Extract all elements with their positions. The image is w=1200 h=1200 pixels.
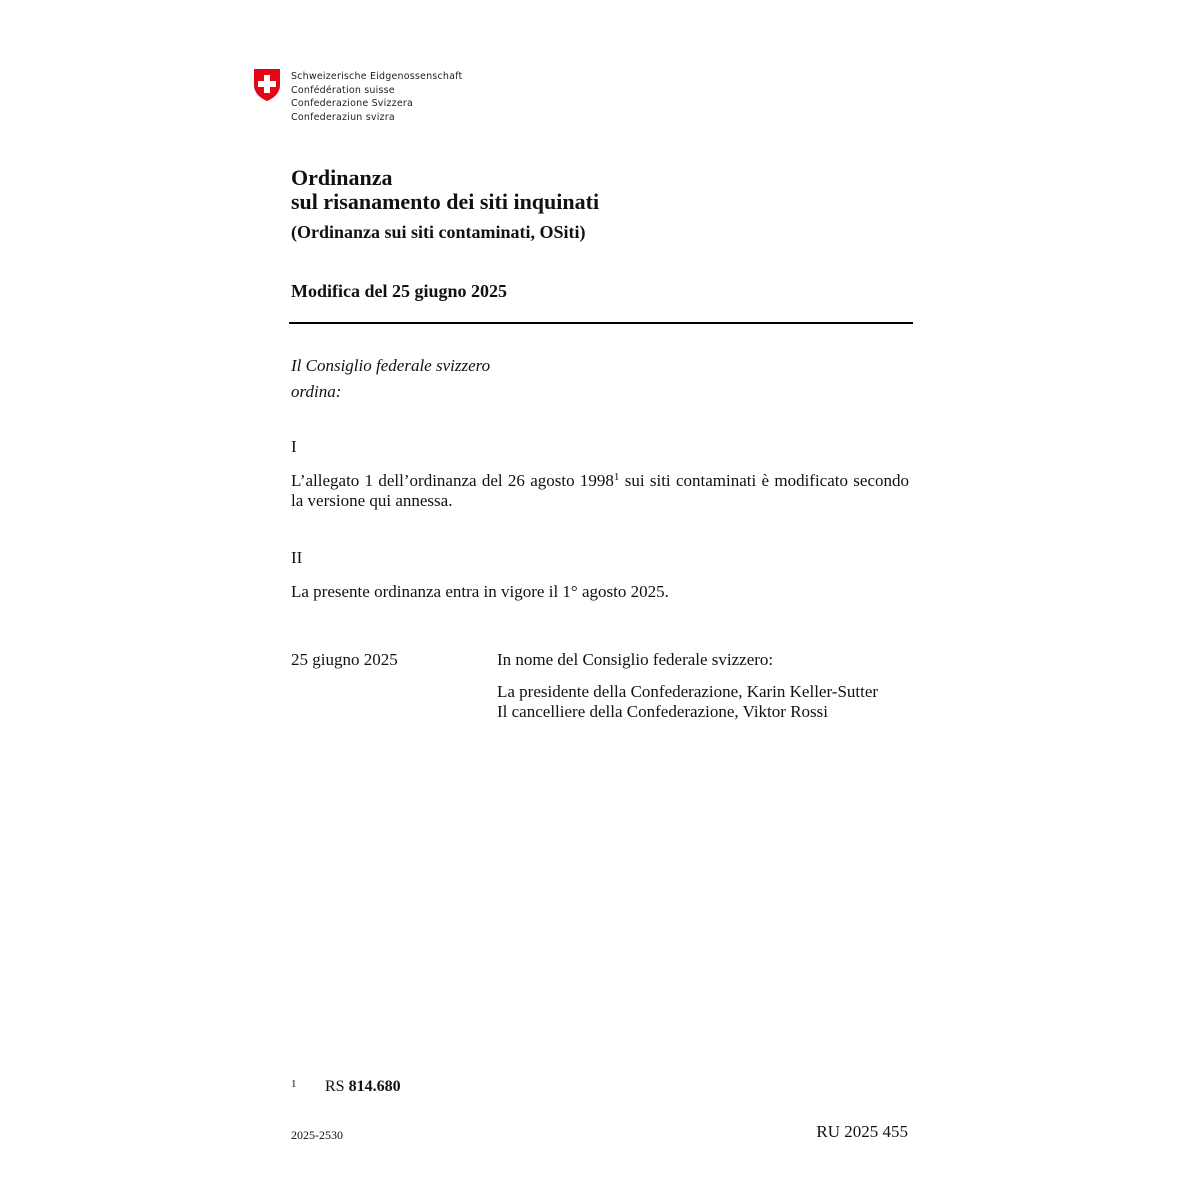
section-number-1: I (291, 437, 297, 456)
document-title (291, 166, 599, 214)
footnote-number: 1 (291, 1078, 297, 1090)
footnote-reference: 814.680 (348, 1078, 401, 1095)
title-line-2: sul risanamento dei siti inquinati (291, 189, 600, 214)
confederation-names (291, 70, 462, 124)
signature-chancellor: Il cancelliere della Confederazione, Viktor Rossi (497, 702, 828, 721)
footnote-ref-link[interactable]: 1 (613, 471, 620, 483)
section-2-text: La presente ordinanza entra in vigore il 1° agosto 2025. (291, 582, 669, 601)
signature-date: 25 giugno 2025 (291, 650, 398, 669)
title-divider (289, 322, 913, 324)
section-1-text-after: sui siti contaminati è modificato secondo la versione qui annessa. (291, 471, 909, 510)
preamble (291, 353, 490, 405)
title-short-name: (Ordinanza sui siti contaminati, OSiti) (291, 222, 586, 242)
signature-block (497, 650, 878, 722)
swiss-flag-icon (252, 68, 282, 102)
confederation-name-it: Confederazione Svizzera (291, 98, 414, 109)
preamble-line-1: Il Consiglio federale svizzero (291, 356, 491, 375)
section-1-text-before: L’allegato 1 dell’ordinanza del 26 agosto 1998 (291, 471, 614, 490)
document-number: 2025-2530 (291, 1128, 343, 1142)
confederation-name-fr: Confédération suisse (291, 84, 395, 96)
signature-on-behalf: In nome del Consiglio federale svizzero: (497, 650, 774, 669)
confederation-name-rm: Confederaziun svizra (291, 111, 395, 123)
ru-number: RU 2025 455 (816, 1122, 908, 1141)
title-line-1: Ordinanza (291, 165, 393, 190)
signature-president: La presidente della Confederazione, Karin Keller-Sutter (497, 682, 879, 701)
section-number-2: II (291, 548, 303, 567)
amendment-date: Modifica del 25 giugno 2025 (291, 281, 508, 301)
footnote-text (325, 1078, 401, 1096)
confederation-name-de: Schweizerische Eidgenossenschaft (291, 71, 463, 82)
preamble-line-2: ordina: (291, 382, 342, 401)
footnote-prefix: RS (325, 1078, 349, 1095)
section-1-text (291, 471, 909, 511)
